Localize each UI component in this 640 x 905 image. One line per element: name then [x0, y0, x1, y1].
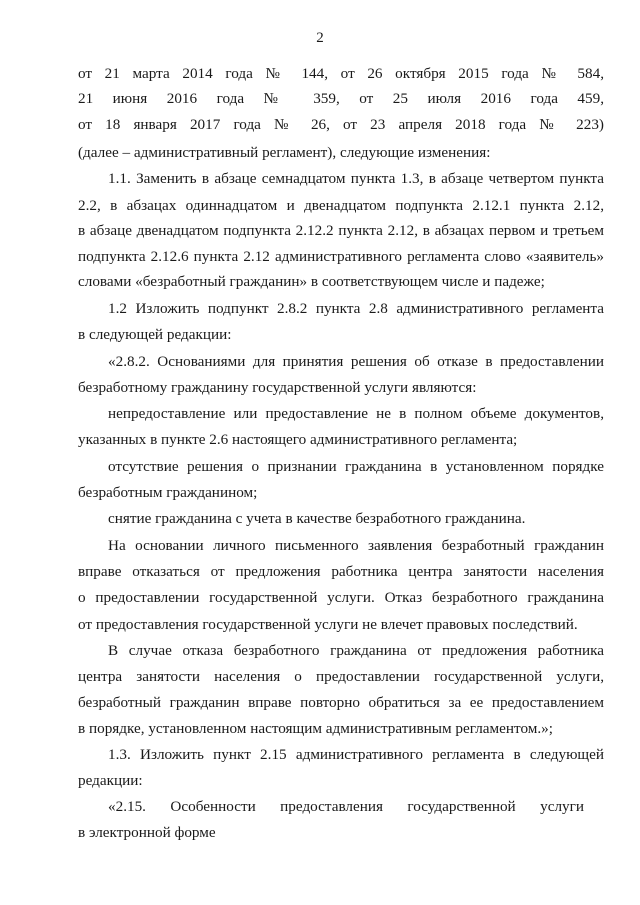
text-line: в порядке, установленном настоящим административным регламентом.»; — [78, 720, 553, 737]
text-line: от 18 января 2017 года № 26, от 23 апреля 2018 года № 223) — [78, 116, 604, 133]
text-line: На основании личного письменного заявления безработный гражданин — [108, 537, 604, 554]
text-line: центра занятости населения о предоставлении государственной услуги, — [78, 668, 604, 685]
text-line: словами «безработный гражданин» в соответствующем числе и падеже; — [78, 273, 545, 290]
text-line: о предоставлении государственной услуги. Отказ безработного гражданина — [78, 589, 604, 606]
text-line: редакции: — [78, 772, 143, 789]
text-line: в электронной форме — [78, 824, 216, 841]
text-line: «2.15. Особенности предоставления государственной услуги — [108, 798, 584, 815]
page-number: 2 — [316, 30, 324, 46]
text-line: отсутствие решения о признании гражданина в установленном порядке — [108, 458, 604, 475]
text-line: (далее – административный регламент), следующие изменения: — [78, 144, 491, 161]
text-line: безработным гражданином; — [78, 484, 258, 501]
text-line: 1.1. Заменить в абзаце семнадцатом пункта 1.3, в абзаце четвертом пункта — [108, 170, 604, 187]
text-line: снятие гражданина с учета в качестве безработного гражданина. — [108, 510, 526, 527]
text-line: 1.3. Изложить пункт 2.15 административного регламента в следующей — [108, 746, 604, 763]
text-line: от 21 марта 2014 года № 144, от 26 октября 2015 года № 584, — [78, 65, 604, 82]
text-line: от предоставления государственной услуги не влечет правовых последствий. — [78, 616, 578, 633]
text-line: безработный гражданин вправе повторно обратиться за ее предоставлением — [78, 694, 604, 711]
text-line: указанных в пункте 2.6 настоящего административного регламента; — [78, 431, 518, 448]
text-line: 21 июня 2016 года № 359, от 25 июля 2016 года 459, — [78, 90, 604, 107]
text-line: 2.2, в абзацах одиннадцатом и двенадцатом подпункта 2.12.1 пункта 2.12, — [78, 197, 604, 214]
text-line: 1.2 Изложить подпункт 2.8.2 пункта 2.8 административного регламента — [108, 300, 604, 317]
text-line: вправе отказаться от предложения работника центра занятости населения — [78, 563, 604, 580]
text-line: в следующей редакции: — [78, 326, 232, 343]
text-line: в абзаце двенадцатом подпункта 2.12.2 пункта 2.12, в абзацах первом и третьем — [78, 222, 604, 239]
text-line: непредоставление или предоставление не в полном объеме документов, — [108, 405, 604, 422]
text-line: В случае отказа безработного гражданина от предложения работника — [108, 642, 604, 659]
text-line: безработному гражданину государственной услуги являются: — [78, 379, 477, 396]
text-line: «2.8.2. Основаниями для принятия решения об отказе в предоставлении — [108, 353, 604, 370]
text-line: подпункта 2.12.6 пункта 2.12 административного регламента слово «заявитель» — [78, 248, 604, 265]
